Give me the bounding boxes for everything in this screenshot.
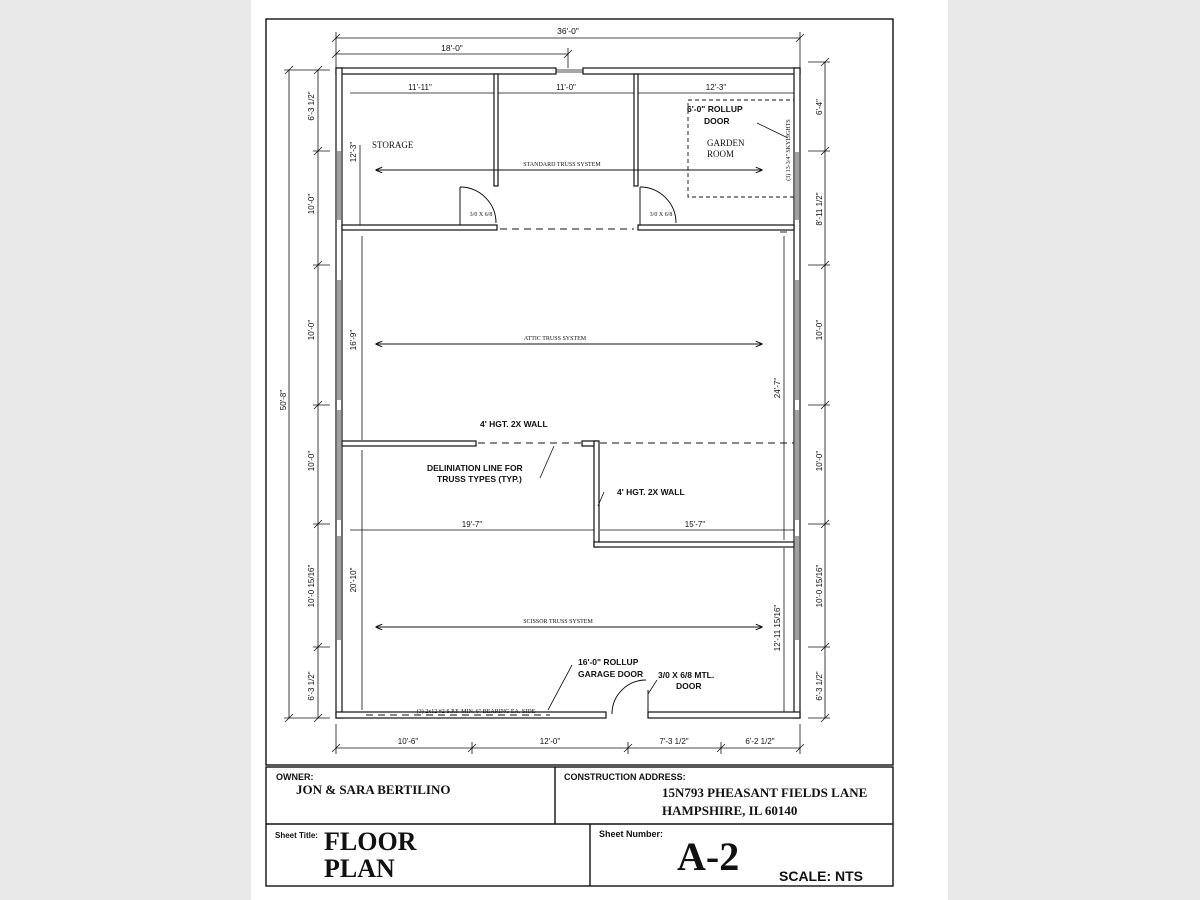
- dim-step-left: 19'-7": [461, 520, 483, 529]
- note-hgt-wall-2: 4' HGT. 2X WALL: [617, 487, 685, 497]
- dim-right-low: 12'-11 15/16": [773, 604, 782, 652]
- owner-label: OWNER:: [276, 772, 314, 782]
- dim-storage-depth: 12'-3": [349, 141, 358, 163]
- note-garage-1: 16'-0" ROLLUP: [578, 657, 639, 667]
- dim-overall-depth: 50'-8": [279, 389, 288, 411]
- room-garden-line1: GARDEN: [707, 138, 745, 148]
- dim-scissor-depth: 20'-10": [349, 567, 358, 593]
- dim-bottom-4: 6'-2 1/2": [745, 737, 775, 746]
- room-storage: STORAGE: [372, 140, 414, 150]
- owner-value: JON & SARA BERTILINO: [296, 782, 451, 797]
- note-hgt-wall-1: 4' HGT. 2X WALL: [480, 419, 548, 429]
- sheet-number-label: Sheet Number:: [599, 829, 664, 839]
- dim-bottom-3: 7'-3 1/2": [659, 737, 689, 746]
- dim-bottom-1: 10'-6": [397, 737, 419, 746]
- dim-left-2: 10'-0": [307, 193, 316, 215]
- dim-storage-width: 11'-11": [408, 83, 432, 92]
- dim-right-4: 10'-0": [815, 450, 824, 472]
- note-delineation-1: DELINIATION LINE FOR: [427, 463, 523, 473]
- note-rollup-top-2: DOOR: [704, 116, 730, 126]
- dim-right-5: 10'-0 15/16": [815, 564, 824, 608]
- dim-step-right: 15'-7": [684, 520, 706, 529]
- address-line1: 15N793 PHEASANT FIELDS LANE: [662, 785, 868, 800]
- dim-left-3: 10'-0": [307, 319, 316, 341]
- dim-right-1: 6'-4": [815, 99, 824, 115]
- dim-left-6: 6'-3 1/2": [307, 671, 316, 701]
- dim-right-mid: 24'-7": [773, 377, 782, 399]
- note-bearing: (3) 2x12 #2 S.P.F. MIN. 6" BEARING EA. SIDE: [416, 709, 536, 715]
- door-swings: [460, 187, 676, 714]
- dim-overall-width: 36'-0": [557, 26, 579, 36]
- truss-arrows: [376, 170, 762, 627]
- dim-bottom-2: 12'-0": [539, 737, 561, 746]
- note-mtl-door-2: DOOR: [676, 681, 702, 691]
- sheet-title-line1: FLOOR: [324, 827, 417, 856]
- sheet-title-label: Sheet Title:: [275, 831, 318, 840]
- note-mtl-door-1: 3/0 X 6/8 MTL.: [658, 670, 715, 680]
- sheet-title-line2: PLAN: [324, 854, 395, 883]
- note-window: (3) 13-3/4" SKYLIGHTS: [786, 119, 792, 181]
- note-delineation-2: TRUSS TYPES (TYP.): [437, 474, 522, 484]
- sheet-number-value: A-2: [677, 834, 740, 879]
- dim-left-4: 10'-0": [307, 450, 316, 472]
- dim-right-2: 8'-11 1/2": [815, 192, 824, 226]
- note-rollup-top-1: 6'-0" ROLLUP: [687, 104, 743, 114]
- dim-left-1: 6'-3 1/2": [307, 91, 316, 121]
- garden-room-boundary: [688, 100, 794, 197]
- room-garden-line2: ROOM: [707, 149, 735, 159]
- dimension-lines: [284, 32, 830, 754]
- dim-left-5: 10'-0 15/16": [307, 564, 316, 608]
- dim-right-6: 6'-3 1/2": [815, 671, 824, 701]
- dim-middle-width: 11'-0": [556, 83, 576, 92]
- scale-label: SCALE: NTS: [779, 868, 863, 884]
- door-right-label: 3/0 X 6/8: [649, 212, 673, 218]
- address-line2: HAMPSHIRE, IL 60140: [662, 803, 798, 818]
- truss-scissor-label: SCISSOR TRUSS SYSTEM: [523, 619, 593, 625]
- truss-standard-label: STANDARD TRUSS SYSTEM: [523, 162, 601, 168]
- dim-garden-width: 12'-3": [705, 83, 727, 92]
- address-label: CONSTRUCTION ADDRESS:: [564, 772, 686, 782]
- dim-left-segment: 18'-0": [441, 43, 463, 53]
- truss-attic-label: ATTIC TRUSS SYSTEM: [523, 336, 587, 342]
- door-left-label: 3/0 X 6/8: [469, 212, 493, 218]
- dim-attic-depth: 16'-9": [349, 329, 358, 351]
- note-garage-2: GARAGE DOOR: [578, 669, 644, 679]
- dim-right-3: 10'-0": [815, 319, 824, 341]
